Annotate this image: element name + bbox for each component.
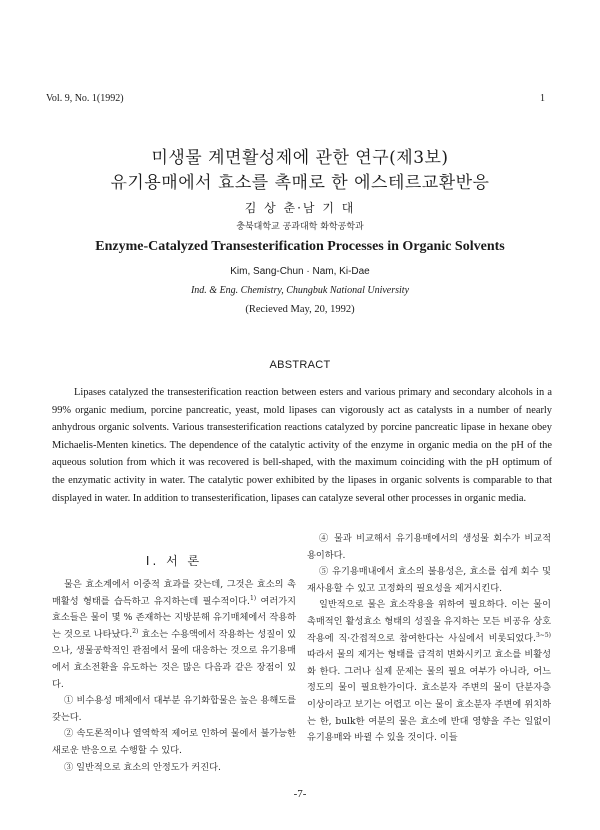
advantage-item-4: ④ 물과 비교해서 유기용매에서의 생성물 회수가 비교적 용이하다. (307, 533, 551, 561)
korean-authors: 김 상 춘·남 기 대 (244, 201, 356, 215)
english-authors: Kim, Sang-Chun · Nam, Ki-Dae (230, 266, 370, 277)
korean-title-line2: 유기용매에서 효소를 촉매로 한 에스테르교환반응 (110, 173, 490, 193)
left-column (52, 577, 296, 776)
intro-text-b: 여러가지 효소들은 물이 몇 % 존재하는 지방분해 유기매체에서 작용하는 것으로 나타났다. (52, 595, 297, 640)
journal-volume: Vol. 9, No. 1(1992) (46, 93, 124, 104)
korean-affiliation: 충북대학교 공과대학 화학공학과 (236, 222, 364, 232)
korean-title-line1: 미생물 계면활성제에 관한 연구(제3보) (151, 148, 449, 168)
page-number-header: 1 (540, 93, 545, 104)
advantage-item-3: ③ 일반적으로 효소의 안정도가 커진다. (64, 761, 221, 773)
advantage-item-2: ② 속도론적이나 열역학적 제어로 인하여 물에서 불가능한 새로운 반응으로 수행할 수 있다. (52, 728, 296, 756)
intro-text-c: 효소는 수용액에서 작용하는 성질이 있으나, 생물공학적인 관점에서 물에 대응하는 것으로 유기용매에서 효소전환을 유도하는 것은 많은 다음과 같은 장점이 있다. (52, 628, 297, 690)
received-date: (Recieved May, 20, 1992) (245, 304, 355, 315)
page-number-footer: -7- (293, 788, 307, 800)
intro-text-d: 일반적으로 물은 효소작용을 위하여 필요하다. 이는 물이 촉매적인 활성효소 형태의 성질을 유지하는 모든 비공유 상호작용에 직·간접적으로 참여한다는 사실에서 비롯되었다. (307, 599, 551, 644)
intro-paragraph-1 (52, 577, 296, 693)
right-column (307, 531, 551, 747)
section-title-introduction: I. 서 론 (145, 554, 203, 568)
english-title: Enzyme-Catalyzed Transesterification Processes in Organic Solvents (95, 239, 505, 254)
intro-text-e: 따라서 물의 제거는 형태를 급격히 변화시키고 효소를 비활성화 한다. 그러나 실제 문제는 물의 필요 여부가 아니라, 어느 정도의 물이 필요한가이다. 효소분자 주변의 물이 단분자층 이상이라고 보기는 어렵고 이는 물이 효소분자 주변에 위치하는 한, bulk한 여분의 물은 효소에 반대 영향을 주는 일없이 유기용매와 바뀔 수 있을 것이다. 이들 (307, 649, 551, 744)
intro-paragraph-2 (307, 597, 551, 746)
abstract-text: Lipases catalyzed the transesterification reaction between esters and various primary and secondary alcohols in a 99% organic medium, porcine pancreatic, yeast, mold lipases can vigorously act as catalysts in a number of nearly anhydrous organic solvents. Various transesterification reactions catalyzed by porcine pancreatic lipase in hexane obey Michaelis-Menten kinetics. The dependence of the catalytic activity of the enzyme in organic media on the pH of the aqueous solution from which it was recovered is bell-shaped, with the maximum coinciding with the pH optimum of the enzymatic activity in water. The catalytic power exhibited by the lipases in organic solvents is comparable to that displayed in water. In addition to transesterification, lipases can catalyze several other processes in organic media. (52, 387, 552, 504)
intro-text-a: 물은 효소계에서 이중적 효과를 갖는데, 그것은 효소의 촉매활성 형태를 습득하고 유지하는데 필수적이다. (52, 579, 296, 607)
advantage-item-5: ⑤ 유기용매내에서 효소의 불용성은, 효소를 쉽게 회수 및 재사용할 수 있고 고정화의 필요성을 제거시킨다. (307, 566, 551, 594)
citation-ref: 2) (132, 627, 139, 635)
advantage-item-1: ① 비수용성 매체에서 대부분 유기화합물은 높은 용해도를 갖는다. (52, 695, 296, 723)
citation-ref: 1) (249, 594, 257, 602)
english-affiliation: Ind. & Eng. Chemistry, Chungbuk National University (190, 285, 410, 296)
citation-ref: 3~5) (535, 631, 551, 639)
abstract-heading: ABSTRACT (269, 359, 331, 371)
